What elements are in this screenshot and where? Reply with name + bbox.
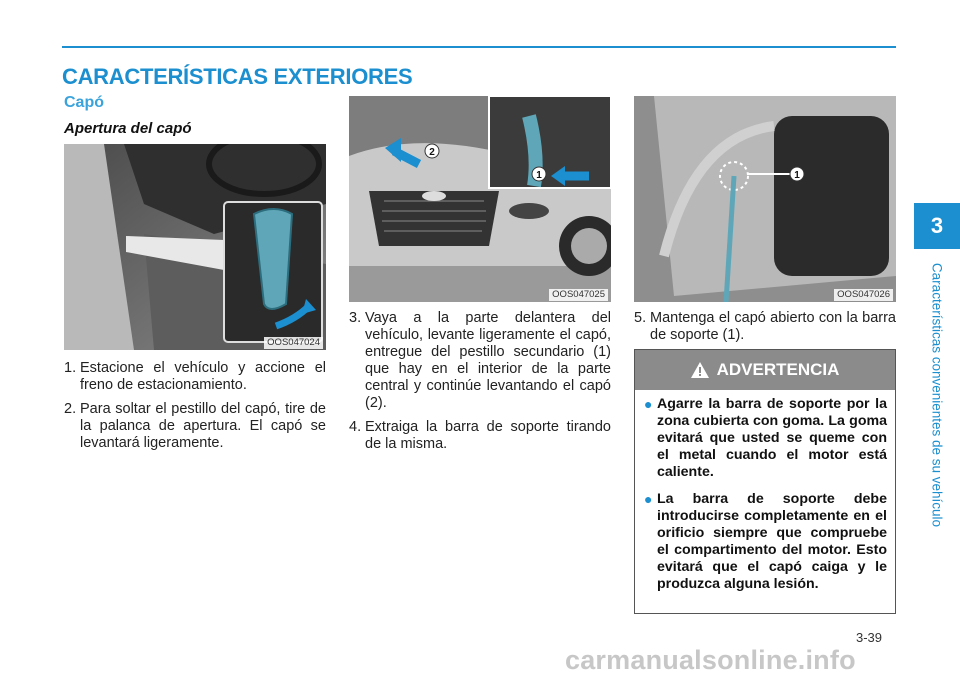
subsection-title: Capó (64, 94, 104, 111)
steps-column-1 (64, 360, 326, 459)
photo-code: OOS047026 (834, 289, 893, 301)
callout-1: 1 (536, 170, 542, 181)
step-item (349, 310, 611, 412)
watermark: carmanualsonline.info (565, 645, 856, 675)
step-text: Extraiga la barra de soporte tirando de la misma. (365, 419, 611, 452)
step-number: 3. (349, 310, 362, 326)
vehicle-front-illustration (349, 96, 611, 302)
callout-1: 1 (794, 170, 800, 181)
photo-code: OOS047025 (549, 289, 608, 301)
callout-2: 2 (429, 147, 435, 158)
step-item (64, 401, 326, 452)
warning-text: Agarre la barra de soporte por la zona cubierta con goma. La goma evitará que usted se queme con el metal cuando el motor está caliente. (657, 396, 887, 480)
step-item (634, 310, 896, 344)
hood-secondary-latch-photo (349, 96, 611, 302)
hood-support-rod-photo (634, 96, 896, 302)
step-text: Mantenga el capó abierto con la barra de soporte (1). (650, 310, 896, 343)
photo-code: OOS047024 (264, 337, 323, 349)
support-rod-illustration (634, 96, 896, 302)
hood-release-illustration (64, 144, 326, 350)
step-item (64, 360, 326, 394)
warning-item (635, 491, 887, 593)
step-number: 2. (64, 401, 77, 417)
section-title: CARACTERÍSTICAS EXTERIORES (62, 64, 413, 89)
warning-title: ADVERTENCIA (716, 360, 840, 379)
warning-list (635, 396, 887, 603)
warning-triangle-icon (691, 362, 709, 378)
hood-release-lever-photo (64, 144, 326, 350)
step-text: Estacione el vehículo y accione el freno de estacionamiento. (80, 360, 326, 393)
step-number: 4. (349, 419, 362, 435)
step-number: 5. (634, 310, 647, 326)
step-item (349, 419, 611, 453)
steps-column-3 (634, 310, 896, 351)
procedure-title: Apertura del capó (64, 120, 192, 137)
steps-column-2 (349, 310, 611, 460)
step-text: Vaya a la parte delantera del vehículo, levante ligeramente el capó, entregue del pestillo secundario (1) que hay en el interior de la parte central y continúe levantando el capó (2). (365, 310, 611, 411)
warning-header (635, 350, 895, 390)
step-text: Para soltar el pestillo del capó, tire de la palanca de apertura. El capó se levantará ligeramente. (80, 401, 326, 451)
warning-text: La barra de soporte debe introducirse completamente en el orificio siempre que compruebe el compartimento del motor. Esto evitará que el capó caiga y le produzca alguna lesión. (657, 491, 887, 592)
page-number: 3-39 (856, 630, 883, 645)
bullet-icon: ● (644, 491, 653, 507)
step-number: 1. (64, 360, 77, 376)
warning-item (635, 396, 887, 481)
warning-box (634, 349, 896, 614)
chapter-side-title: Características convenientes de su vehículo (929, 262, 945, 528)
chapter-number-tab: 3 (914, 203, 960, 249)
bullet-icon: ● (644, 396, 653, 412)
header-rule (62, 46, 896, 48)
